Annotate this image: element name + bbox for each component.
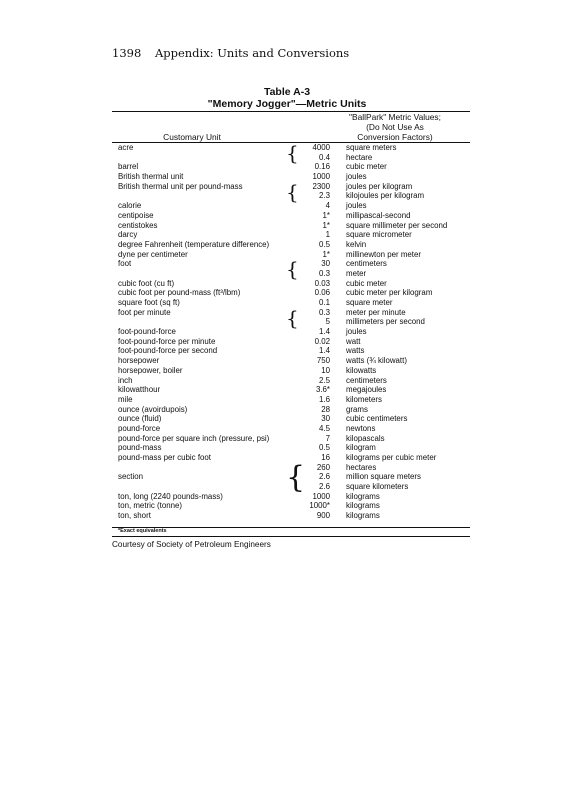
metric-cell: watts (¾ kilowatt) <box>346 356 407 366</box>
table-row <box>0 240 574 250</box>
metric-cell: cubic meter per kilogram <box>346 288 433 298</box>
metric-cell: millipascal-second <box>346 210 411 220</box>
value-cell: 7 <box>325 433 330 443</box>
metric-cell: kilograms <box>346 501 380 511</box>
value-cell: 30 <box>321 414 330 424</box>
metric-cell: kilopascals <box>346 433 385 443</box>
unit-cell: foot-pound-force per minute <box>118 336 216 346</box>
table-row <box>0 288 574 298</box>
value-cell: 1* <box>322 249 330 259</box>
table-caption-title: "Memory Jogger"—Metric Units <box>207 98 367 110</box>
column-header-metric-line3: Conversion Factors) <box>357 132 433 142</box>
metric-cell: kilojoules per kilogram <box>346 191 425 201</box>
unit-cell: British thermal unit <box>118 172 184 182</box>
metric-cell: centimeters <box>346 259 387 269</box>
metric-cell: kilograms <box>346 491 380 501</box>
value-cell: 0.06 <box>314 288 330 298</box>
value-cell: 0.4 <box>319 152 330 162</box>
value-cell: 28 <box>321 404 330 414</box>
table-row <box>0 511 574 521</box>
unit-cell: British thermal unit per pound-mass <box>118 181 243 191</box>
metric-cell: joules per kilogram <box>346 181 413 191</box>
table-row <box>0 230 574 240</box>
unit-cell: ton, short <box>118 511 151 521</box>
unit-cell: acre <box>118 143 134 152</box>
running-head <box>112 46 349 60</box>
metric-cell: kilograms <box>346 511 380 521</box>
table-row <box>0 366 574 376</box>
unit-cell: degree Fahrenheit (temperature difference) <box>118 239 270 249</box>
value-cell: 4 <box>325 201 330 211</box>
column-header-metric-line1: "BallPark" Metric Values; <box>349 112 441 122</box>
metric-cell: cubic meter <box>346 278 387 288</box>
value-cell: 2.6 <box>319 472 330 482</box>
unit-cell: dyne per centimeter <box>118 249 188 259</box>
metric-cell: meter <box>346 268 367 278</box>
table-row <box>0 405 574 415</box>
value-cell: 30 <box>321 259 330 269</box>
value-cell: 2.3 <box>319 191 330 201</box>
unit-cell: ton, long (2240 pounds-mass) <box>118 491 223 501</box>
value-cell: 0.5 <box>319 443 330 453</box>
value-cell: 0.5 <box>319 239 330 249</box>
metric-cell: square meters <box>346 143 397 152</box>
metric-cell: watt <box>346 336 361 346</box>
value-cell: 900 <box>316 511 330 521</box>
metric-cell: kelvin <box>346 239 367 249</box>
unit-cell: inch <box>118 375 133 385</box>
metric-cell: square millimeter per second <box>346 220 448 230</box>
courtesy-line: Courtesy of Society of Petroleum Engineers <box>112 540 271 549</box>
value-cell: 750 <box>316 356 330 366</box>
value-cell: 1000 <box>312 491 330 501</box>
unit-cell: foot-pound-force <box>118 327 176 337</box>
table-row <box>0 443 574 453</box>
page-number: 1398 <box>112 46 142 60</box>
value-cell: 1000* <box>309 501 330 511</box>
value-cell: 1 <box>325 230 330 240</box>
table-row <box>0 424 574 434</box>
metric-cell: square meter <box>346 298 393 307</box>
value-cell: 0.3 <box>319 307 330 317</box>
unit-cell: centistokes <box>118 220 158 230</box>
column-header-metric-line2: (Do Not Use As <box>366 122 424 132</box>
table-foot-rule <box>112 536 470 537</box>
metric-cell: kilogram <box>346 443 376 453</box>
metric-cell: square micrometer <box>346 230 412 240</box>
metric-cell: watts <box>346 346 365 356</box>
unit-cell: barrel <box>118 162 139 172</box>
table-row <box>0 434 574 444</box>
value-cell: 4.5 <box>319 423 330 433</box>
value-cell: 1.6 <box>319 394 330 404</box>
table-row <box>0 346 574 356</box>
value-cell: 16 <box>321 453 330 462</box>
value-cell: 10 <box>321 365 330 375</box>
value-cell: 0.1 <box>319 298 330 307</box>
value-cell: 3.6* <box>315 385 330 395</box>
table-row <box>0 221 574 231</box>
value-cell: 0.03 <box>314 278 330 288</box>
unit-cell: square foot (sq ft) <box>118 298 180 307</box>
metric-cell: centimeters <box>346 375 387 385</box>
metric-cell: cubic centimeters <box>346 414 408 424</box>
metric-cell: kilometers <box>346 394 382 404</box>
unit-cell: section <box>118 472 144 482</box>
unit-cell: cubic foot (cu ft) <box>118 278 175 288</box>
unit-cell: pound-mass <box>118 443 162 453</box>
table-row <box>0 501 574 511</box>
metric-cell: hectare <box>346 152 373 162</box>
unit-cell: foot-pound-force per second <box>118 346 218 356</box>
table-row <box>0 337 574 347</box>
value-cell: 5 <box>325 317 330 327</box>
value-cell: 1.4 <box>319 327 330 337</box>
metric-cell: cubic meter <box>346 162 387 172</box>
value-cell: 1* <box>322 210 330 220</box>
unit-cell: foot per minute <box>118 307 171 317</box>
metric-cell: megajoules <box>346 385 387 395</box>
metric-cell: meter per minute <box>346 307 406 317</box>
unit-cell: pound-mass per cubic foot <box>118 453 211 462</box>
metric-cell: millinewton per meter <box>346 249 421 259</box>
unit-cell: horsepower, boiler <box>118 365 183 375</box>
unit-cell: calorie <box>118 201 142 211</box>
value-cell: 260 <box>316 462 330 472</box>
table-row <box>0 414 574 424</box>
brace-section: { <box>286 460 306 495</box>
value-cell: 0.02 <box>314 336 330 346</box>
value-cell: 0.3 <box>319 268 330 278</box>
table-row <box>0 356 574 366</box>
value-cell: 1* <box>322 220 330 230</box>
brace-foot-per-minute: { <box>286 306 299 330</box>
unit-cell: mile <box>118 394 133 404</box>
unit-cell: pound-force per square inch (pressure, psi) <box>118 433 270 443</box>
unit-cell: horsepower <box>118 356 160 366</box>
value-cell: 1000 <box>312 172 330 182</box>
unit-cell: centipoise <box>118 210 154 220</box>
brace-foot: { <box>286 257 299 281</box>
brace-btu-per-lbm: { <box>286 180 299 204</box>
metric-cell: square kilometers <box>346 482 409 492</box>
value-cell: 0.16 <box>314 162 330 172</box>
unit-cell: foot <box>118 259 132 269</box>
table-row <box>0 385 574 395</box>
value-cell: 1.4 <box>319 346 330 356</box>
metric-cell: kilowatts <box>346 365 377 375</box>
unit-cell: kilowatthour <box>118 385 161 395</box>
value-cell: 2.6 <box>319 482 330 492</box>
running-title: Appendix: Units and Conversions <box>154 46 350 60</box>
metric-cell: million square meters <box>346 472 421 482</box>
value-cell: 2300 <box>312 181 330 191</box>
value-cell: 2.5 <box>319 375 330 385</box>
footnote: *Exact equivalents <box>118 528 167 534</box>
column-header-customary: Customary Unit <box>163 132 221 142</box>
metric-cell: hectares <box>346 462 377 472</box>
metric-cell: millimeters per second <box>346 317 425 327</box>
metric-cell: joules <box>346 172 367 182</box>
metric-cell: grams <box>346 404 368 414</box>
unit-cell: cubic foot per pound-mass (ft³/lbm) <box>118 288 241 298</box>
value-cell: 4000 <box>312 143 330 152</box>
metric-cell: kilograms per cubic meter <box>346 453 437 462</box>
table-row <box>0 211 574 221</box>
table-caption-number: Table A-3 <box>263 86 311 98</box>
metric-cell: newtons <box>346 423 376 433</box>
table-row <box>0 376 574 386</box>
unit-cell: pound-force <box>118 423 161 433</box>
unit-cell: ounce (avoirdupois) <box>118 404 188 414</box>
table-row <box>0 395 574 405</box>
metric-cell: joules <box>346 327 367 337</box>
unit-cell: ounce (fluid) <box>118 414 162 424</box>
unit-cell: ton, metric (tonne) <box>118 501 183 511</box>
brace-acre: { <box>286 141 299 165</box>
column-header-metric <box>320 112 470 142</box>
unit-cell: darcy <box>118 230 138 240</box>
metric-cell: joules <box>346 201 367 211</box>
